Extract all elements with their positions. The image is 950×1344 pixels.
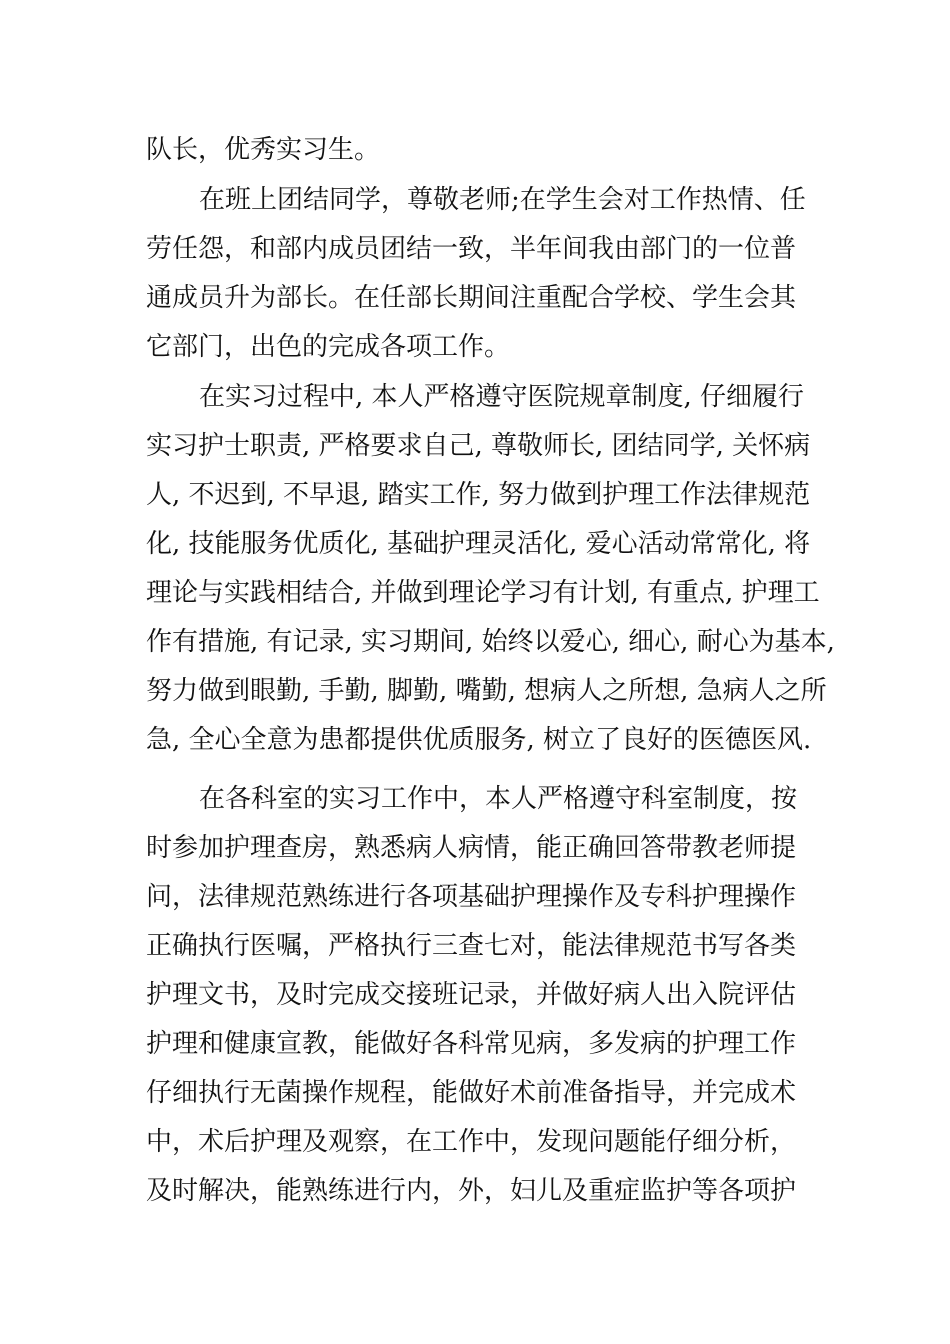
- text-line: 护理和健康宣教，能做好各科常见病，多发病的护理工作: [146, 1029, 797, 1059]
- text-line: 正确执行医嘱，严格执行三查七对，能法律规范书写各类: [146, 931, 797, 961]
- text-line: 实习护士职责, 严格要求自己, 尊敬师长, 团结同学, 关怀病: [146, 431, 811, 461]
- text-line: 劳任怨，和部内成员团结一致，半年间我由部门的一位普: [146, 234, 797, 264]
- text-line: 队长，优秀实习生。: [146, 135, 381, 165]
- text-line: 仔细执行无菌操作规程，能做好术前准备指导，并完成术: [146, 1078, 797, 1108]
- text-line: 努力做到眼勤, 手勤, 脚勤, 嘴勤, 想病人之所想, 急病人之所: [146, 676, 827, 706]
- text-line: 及时解决，能熟练进行内，外，妇儿及重症监护等各项护: [146, 1176, 797, 1206]
- text-line: 在各科室的实习工作中，本人严格遵守科室制度，按: [199, 784, 798, 814]
- text-line: 通成员升为部长。在任部长期间注重配合学校、学生会其: [146, 283, 797, 313]
- text-line: 作有措施, 有记录, 实习期间, 始终以爱心, 细心, 耐心为基本,: [146, 627, 835, 657]
- text-line: 护理文书，及时完成交接班记录，并做好病人出入院评估: [146, 980, 797, 1010]
- text-line: 中，术后护理及观察，在工作中，发现问题能仔细分析，: [146, 1127, 797, 1157]
- text-line: 化, 技能服务优质化, 基础护理灵活化, 爱心活动常常化, 将: [146, 529, 811, 559]
- text-line: 时参加护理查房，熟悉病人病情，能正确回答带教老师提: [146, 833, 797, 863]
- text-line: 问，法律规范熟练进行各项基础护理操作及专科护理操作: [146, 882, 797, 912]
- text-line: 在实习过程中, 本人严格遵守医院规章制度, 仔细履行: [199, 382, 805, 412]
- text-line: 它部门，出色的完成各项工作。: [146, 332, 511, 362]
- text-line: 理论与实践相结合, 并做到理论学习有计划, 有重点, 护理工: [146, 578, 820, 608]
- text-line: 急, 全心全意为患都提供优质服务, 树立了良好的医德医风.: [146, 725, 812, 755]
- text-line: 人, 不迟到, 不早退, 踏实工作, 努力做到护理工作法律规范: [146, 480, 811, 510]
- text-line: 在班上团结同学，尊敬老师;在学生会对工作热情、任: [199, 185, 806, 215]
